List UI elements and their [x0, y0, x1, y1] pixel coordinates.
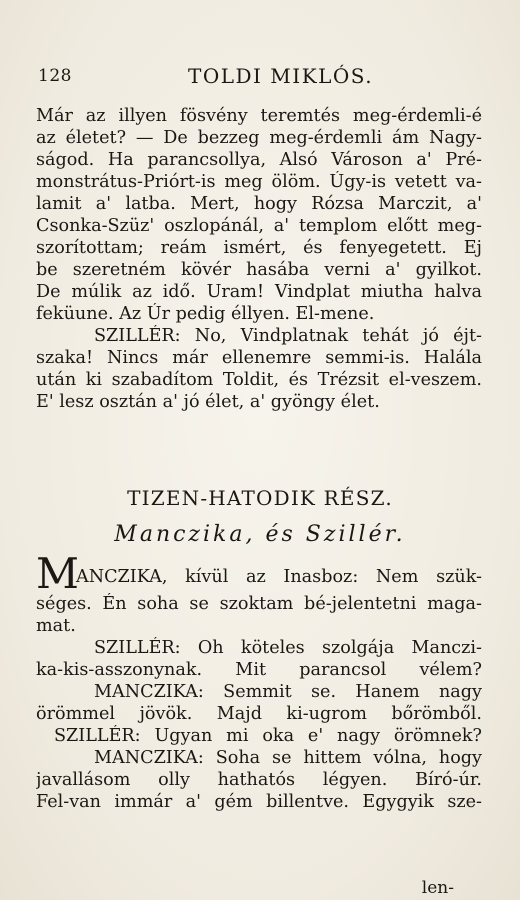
text-line: ANCZIKA, kívül az Inasboz: Nem szük- — [76, 567, 482, 587]
text-block-dialogue-1 — [36, 105, 482, 413]
catchword: len- — [421, 878, 454, 898]
text-line: be szeretném kövér hasába verni a' gyilkot. — [36, 260, 482, 280]
text-line: Csonka-Szüz' oszlopánál, a' templom előtt meg- — [36, 216, 482, 236]
section-subtitle: Manczika, és Szillér. — [114, 522, 406, 547]
running-title: TOLDI MIKLÓS. — [188, 64, 374, 88]
text-line-speaker: SZILLÉR: Oh köteles szolgája Manczi- — [94, 638, 482, 658]
text-line: feküune. Az Úr pedig éllyen. El-mene. — [36, 304, 375, 324]
text-line: javallásom olly hathatós légyen. Bíró-úr. — [36, 770, 482, 790]
text-line: monstrátus-Priórt-is meg ölöm. Úgy-is vetett va- — [36, 172, 482, 192]
text-line: séges. Én soha se szoktam bé-jelentetni maga- — [36, 594, 482, 614]
text-line-speaker: MANCZIKA: Soha se hittem vólna, hogy — [94, 748, 482, 768]
text-line: ságod. Ha parancsollya, Alsó Városon a' Pré- — [36, 150, 482, 170]
text-line: mat. — [36, 616, 76, 636]
page-number: 128 — [38, 66, 72, 86]
running-head — [38, 62, 480, 92]
text-line: után ki szabadítom Toldit, és Trézsit el-veszem. — [36, 370, 482, 390]
text-line-speaker: SZILLÉR: No, Vindplatnak tehát jó éjt- — [94, 326, 482, 346]
section-heading: TIZEN-HATODIK RÉSZ. — [127, 486, 393, 510]
text-line-speaker: MANCZIKA: Semmit se. Hanem nagy — [94, 682, 482, 702]
text-line: E' lesz osztán a' jó élet, a' gyöngy élet. — [36, 392, 380, 412]
text-line: örömmel jövök. Majd ki-ugrom bőrömből. — [36, 704, 482, 724]
text-line: szaka! Nincs már ellenemre semmi-is. Halála — [36, 348, 482, 368]
drop-cap: M — [36, 549, 80, 598]
text-line: az életet? — De bezzeg meg-érdemli ám Nagy- — [36, 128, 482, 148]
text-block-dialogue-2 — [36, 593, 482, 813]
text-line: Fel-van immár a' gém billentve. Egygyik sze- — [36, 792, 482, 812]
text-line-speaker: SZILLÉR: Ugyan mi oka e' nagy örömnek? — [54, 726, 482, 746]
text-line: De múlik az idő. Uram! Vindplat miutha halva — [36, 282, 482, 302]
text-line: szorítottam; reám ismért, és fenyegetett. Ej — [36, 238, 482, 258]
text-line: Már az illyen fösvény teremtés meg-érdemli-é — [36, 106, 482, 126]
text-line: lamit a' latba. Mert, hogy Rózsa Marczit, a' — [36, 194, 482, 214]
text-line: ka-kis-asszonynak. Mit parancsol vélem? — [36, 660, 482, 680]
dropcap-paragraph-start — [36, 549, 482, 598]
